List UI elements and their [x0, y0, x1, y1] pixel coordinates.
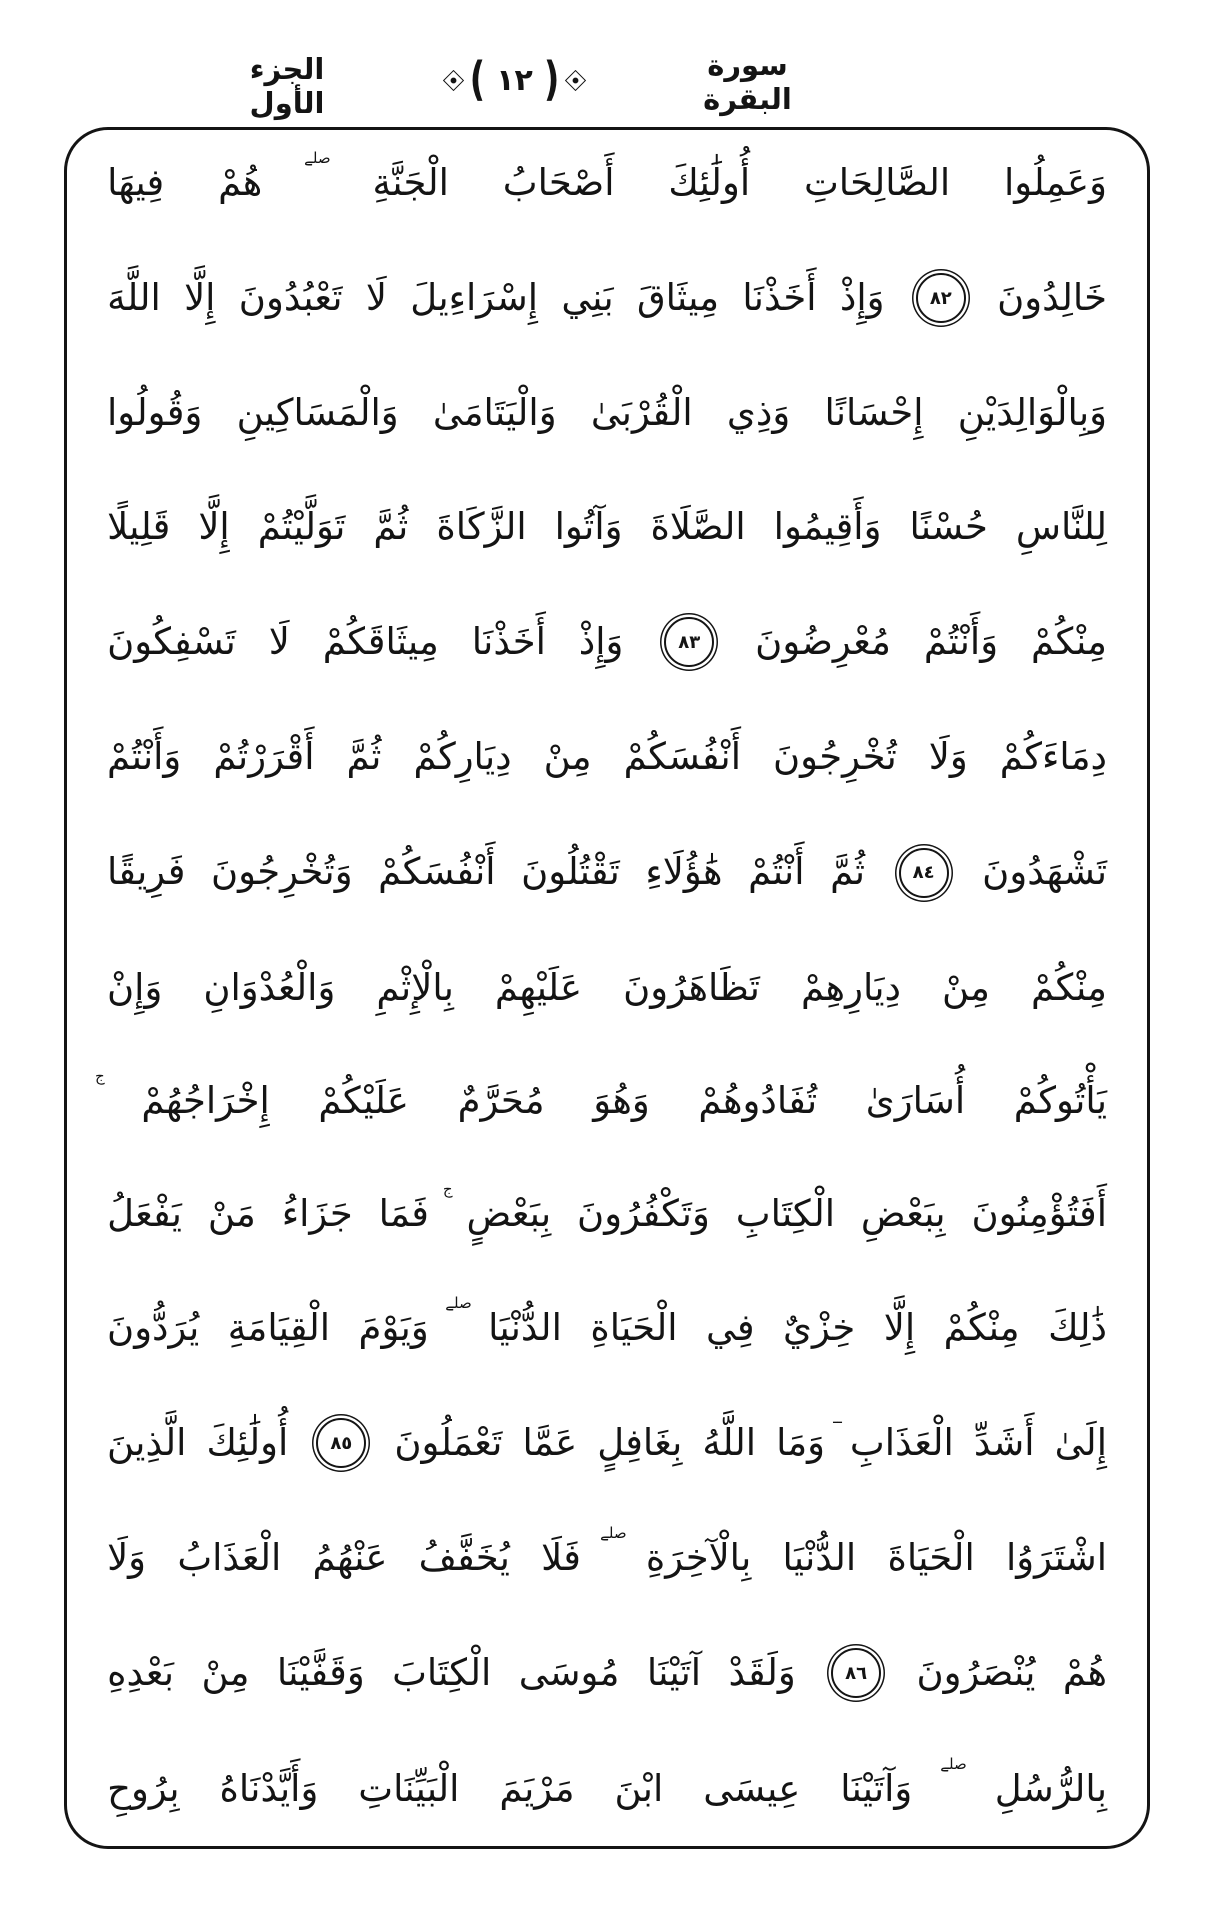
waqf-mark: صلے [940, 1754, 967, 1773]
page-number [412, 54, 617, 106]
quran-word: تُفَادُوهُمْ [698, 1079, 818, 1122]
quran-word: وَتَكْفُرُونَ [577, 1192, 710, 1236]
quran-word: وَتُخْرِجُونَ [210, 850, 353, 894]
quran-word: أُسَارَىٰ [865, 1079, 966, 1122]
quran-word: اللَّهُ [702, 1420, 757, 1464]
quran-line [107, 1293, 1107, 1351]
quran-word: الصَّالِحَاتِ [803, 161, 951, 204]
quran-line [107, 734, 1107, 780]
quran-word: أَخَذْنَا [742, 276, 817, 320]
quran-word: عَلَيْهِمْ [494, 965, 583, 1009]
quran-word: وَإِنْ [107, 965, 163, 1009]
quran-word: عَمَّا [522, 1420, 578, 1464]
quran-word: مِنْ [941, 965, 990, 1009]
quran-word: دِيَارِهِمْ [800, 965, 901, 1009]
quran-word: تَعْبُدُونَ [238, 276, 343, 320]
quran-word: تَعْمَلُونَ [394, 1420, 503, 1464]
quran-word: وَالْيَتَامَىٰ [432, 391, 557, 435]
quran-word: الزَّكَاةَ [436, 504, 527, 548]
quran-lines [95, 149, 1107, 1812]
quran-word: أَنْفُسَكُمْ [623, 735, 741, 779]
quran-word: مِنْكُمْ [1030, 620, 1107, 663]
quran-word: وَالْعُدْوَانِ [203, 965, 336, 1009]
quran-line [107, 1648, 1107, 1698]
quran-word: مَرْيَمَ [499, 1766, 575, 1810]
quran-word: وَعَمِلُوا [1004, 161, 1107, 204]
rosette-ornament-icon [443, 69, 464, 90]
quran-word: أَشَدِّ [973, 1420, 1035, 1464]
quran-word: بِغَافِلٍ [597, 1420, 683, 1464]
quran-word: بِبَعْضِ [860, 1192, 946, 1236]
quran-line [107, 1754, 1107, 1812]
quran-line [107, 504, 1107, 550]
quran-word: حُسْنًا [909, 504, 988, 548]
quran-word: الْقِيَامَةِ [227, 1305, 331, 1349]
quran-word: وَمَا [776, 1420, 826, 1464]
quran-word: يَفْعَلُ [107, 1192, 182, 1236]
quran-word: مِيثَاقَكُمْ [322, 620, 439, 663]
quran-word: إِلَّا [883, 1305, 916, 1349]
quran-word: وَأَنْتُمْ [923, 620, 999, 663]
quran-word: وَذِي [726, 391, 791, 435]
quran-word: وَهُوَ [593, 1079, 650, 1122]
quran-word: دِيَارِكُمْ [413, 735, 512, 779]
quran-word: قَلِيلًا [107, 504, 171, 548]
quran-word: عَلَيْكُمْ [318, 1079, 409, 1122]
quran-word: وَلَا [107, 1536, 147, 1580]
page-number-bracket-left: ( [469, 53, 486, 107]
quran-word: وَالْمَسَاكِينِ [236, 391, 399, 435]
rosette-ornament-icon [565, 69, 586, 90]
quran-word: تَظَاهَرُونَ [623, 965, 760, 1009]
quran-word: يُنْصَرُونَ [916, 1651, 1036, 1695]
quran-line [107, 273, 1107, 323]
waqf-mark: صلے [304, 149, 331, 168]
quran-word: الْقُرْبَىٰ [590, 391, 693, 435]
quran-line [107, 1180, 1107, 1237]
quran-word: فَلَا [541, 1536, 581, 1580]
quran-word: عِيسَى [703, 1766, 801, 1810]
quran-word: أَصْحَابُ [502, 161, 615, 204]
quran-word: ابْنَ [614, 1766, 664, 1810]
quran-word: الْكِتَابَ [392, 1651, 492, 1695]
quran-word: وَآتَيْنَا [840, 1766, 913, 1810]
quran-word: وَبِالْوَالِدَيْنِ [957, 391, 1107, 435]
quran-word: مِنْكُمْ [1030, 965, 1107, 1009]
quran-word: الْحَيَاةَ [887, 1536, 975, 1580]
quran-word: مَنْ [207, 1192, 256, 1236]
quran-word: الْعَذَابِ [849, 1420, 954, 1464]
quran-word: مُوسَى [518, 1651, 620, 1695]
quran-word: جَزَاءُ [281, 1192, 353, 1236]
page-number-bracket-right: ) [543, 53, 560, 107]
quran-word: إِلَّا [198, 504, 230, 548]
ayah-marker: ٨٤ [899, 848, 949, 898]
quran-line [107, 965, 1107, 1011]
quran-word: فَرِيقًا [107, 850, 186, 894]
page-number-value: ١٢ [496, 62, 533, 98]
quran-word: بَعْدِهِ [107, 1651, 175, 1695]
quran-word: وَلَا [928, 735, 968, 779]
quran-word: ثُمَّ [830, 850, 866, 894]
quran-word: أُولَٰئِكَ [668, 161, 751, 204]
ayah-marker: ٨٢ [916, 273, 966, 323]
ayah-marker: ٨٥ [316, 1418, 366, 1468]
quran-word: تَقْتُلُونَ [521, 850, 620, 894]
quran-word: ثُمَّ [373, 504, 409, 548]
quran-word: أُولَٰئِكَ [206, 1420, 289, 1464]
quran-word: بِبَعْضٍ [466, 1192, 552, 1236]
quran-line [107, 1524, 1107, 1581]
quran-word: مُحَرَّمٌ [457, 1079, 545, 1122]
quran-word: إِسْرَاءِيلَ [410, 276, 538, 320]
quran-word: الْكِتَابِ [735, 1192, 835, 1236]
quran-word: اشْتَرَوُا [1005, 1536, 1107, 1580]
quran-word: وَأَنْتُمْ [107, 735, 182, 779]
ayah-marker: ٨٣ [664, 617, 714, 667]
quran-word: هُمْ [1062, 1651, 1107, 1695]
quran-word: فَمَا [378, 1192, 429, 1236]
waqf-mark: ج [95, 1067, 105, 1086]
quran-word: أَنْفُسَكُمْ [378, 850, 496, 894]
quran-word: مِنْكُمْ [943, 1305, 1020, 1349]
quran-line [107, 617, 1107, 667]
quran-word: إِحْسَانًا [824, 391, 924, 435]
waqf-mark: صلے [445, 1293, 472, 1312]
quran-word: وَآتُوا [554, 504, 623, 548]
quran-word: هُمْ [218, 161, 263, 204]
quran-word: مُعْرِضُونَ [755, 620, 891, 663]
quran-word: ثُمَّ [346, 735, 382, 779]
quran-word: بِالْآخِرَةِ [645, 1536, 752, 1580]
quran-word: يُخَفَّفُ [418, 1536, 510, 1580]
quran-word: بِالرُّسُلِ [994, 1766, 1107, 1810]
quran-word: مِنْ [201, 1651, 250, 1695]
quran-word: تَسْفِكُونَ [107, 620, 236, 663]
quran-word: وَقُولُوا [107, 391, 203, 435]
quran-word: عَنْهُمُ [312, 1536, 388, 1580]
quran-word: بِالْإِثْمِ [376, 965, 454, 1009]
juz-title: الجزء الأول [249, 52, 325, 120]
quran-line [107, 848, 1107, 898]
quran-word: فِي [706, 1305, 755, 1349]
quran-word: وَلَقَدْ [728, 1651, 796, 1695]
quran-word: لِلنَّاسِ [1015, 504, 1107, 548]
quran-word: أَنْتُمْ [748, 850, 805, 894]
quran-word: يُرَدُّونَ [107, 1305, 200, 1349]
text-frame [64, 127, 1150, 1849]
quran-word: إِخْرَاجُهُمْ [141, 1079, 270, 1122]
surah-title: سورة البقرة [703, 48, 792, 116]
waqf-mark: ــ [833, 1409, 842, 1428]
quran-word: تَوَلَّيْتُمْ [257, 504, 346, 548]
quran-word: لَا [365, 276, 387, 320]
quran-line [107, 1409, 1107, 1468]
quran-word: يَأْتُوكُمْ [1013, 1079, 1107, 1122]
waqf-mark: صلے [600, 1524, 627, 1543]
quran-line [95, 1067, 1107, 1124]
quran-word: وَقَفَّيْنَا [276, 1651, 365, 1695]
quran-word: بِرُوحِ [107, 1766, 180, 1810]
quran-word: أَفَتُؤْمِنُونَ [971, 1192, 1107, 1236]
quran-word: فِيهَا [107, 161, 165, 204]
quran-word: دِمَاءَكُمْ [999, 735, 1107, 779]
quran-word: خِزْيٌ [783, 1305, 856, 1349]
quran-word: الَّذِينَ [107, 1420, 187, 1464]
quran-line [107, 149, 1107, 206]
ayah-marker: ٨٦ [831, 1648, 881, 1698]
quran-line [107, 390, 1107, 436]
quran-word: الْبَيِّنَاتِ [358, 1766, 460, 1810]
quran-word: خَالِدُونَ [997, 276, 1107, 320]
quran-word: وَأَقِيمُوا [773, 504, 882, 548]
quran-word: إِلَىٰ [1054, 1420, 1107, 1464]
quran-word: مِنْ [543, 735, 592, 779]
quran-word: الدُّنْيَا [488, 1305, 562, 1349]
quran-word: لَا [268, 620, 290, 663]
quran-word: آتَيْنَا [646, 1651, 702, 1695]
quran-word: هَٰؤُلَاءِ [645, 850, 723, 894]
quran-word: الْحَيَاةِ [590, 1305, 678, 1349]
quran-word: أَقْرَرْتُمْ [213, 735, 315, 779]
quran-word: بَنِي [561, 276, 614, 320]
quran-word: أَخَذْنَا [471, 620, 546, 663]
quran-word: تَشْهَدُونَ [982, 850, 1107, 894]
quran-word: الْجَنَّةِ [372, 161, 449, 204]
quran-word: اللَّهَ [107, 276, 161, 320]
quran-word: الصَّلَاةَ [650, 504, 746, 548]
quran-word: إِلَّا [184, 276, 216, 320]
quran-word: تُخْرِجُونَ [773, 735, 897, 779]
quran-word: مِيثَاقَ [636, 276, 720, 320]
quran-word: وَأَيَّدْنَاهُ [219, 1766, 319, 1810]
waqf-mark: ج [442, 1180, 453, 1199]
quran-word: وَإِذْ [578, 620, 624, 663]
quran-word: ذَٰلِكَ [1048, 1305, 1107, 1349]
quran-word: الْعَذَابُ [177, 1536, 282, 1580]
quran-word: وَيَوْمَ [358, 1305, 429, 1349]
quran-word: وَإِذْ [839, 276, 885, 320]
quran-word: الدُّنْيَا [782, 1536, 857, 1580]
